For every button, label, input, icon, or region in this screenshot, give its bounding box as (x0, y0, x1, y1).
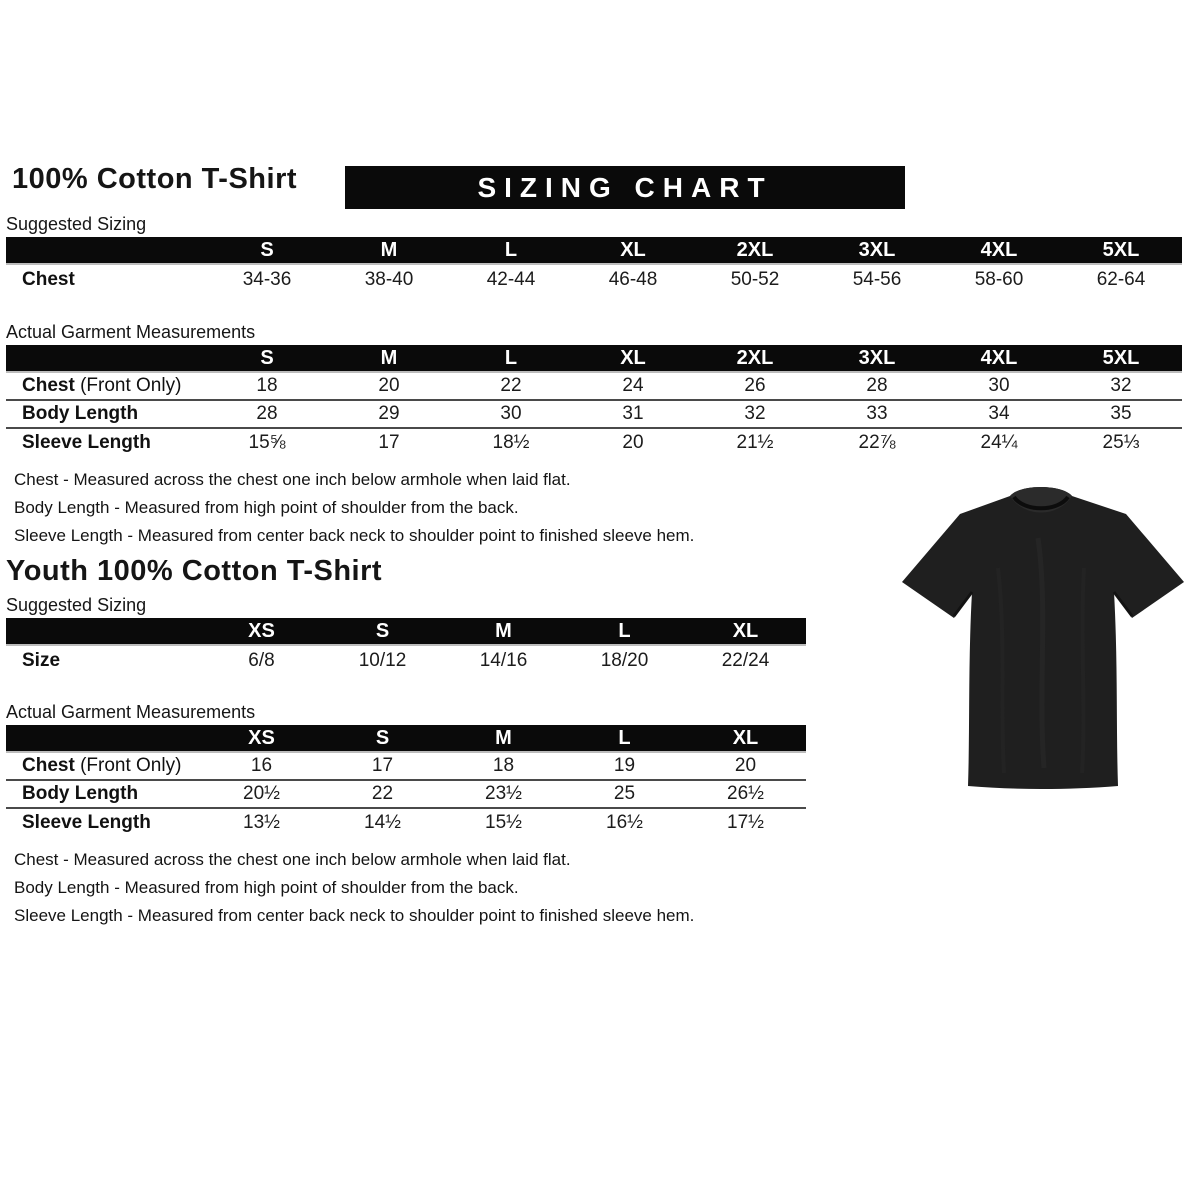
row-label-text: Body Length (22, 783, 139, 804)
measurement-cell: 58-60 (974, 269, 1024, 290)
measurement-cell: 13½ (201, 808, 322, 836)
measurement-cell: 15⅝ (206, 428, 328, 456)
size-column-header: XL (685, 618, 806, 645)
adult-actual-measurements-label: Actual Garment Measurements (6, 322, 256, 342)
size-column-header: S (322, 618, 443, 645)
measurement-cell: 26 (744, 375, 766, 396)
measurement-cell: 42-44 (486, 269, 536, 290)
row-label-text: Chest (22, 755, 75, 776)
measurement-cell: 20½ (201, 780, 322, 808)
measurement-cell: 20 (378, 375, 400, 396)
youth-suggested-sizing-table (6, 618, 806, 676)
measurement-cell: 24 (622, 375, 644, 396)
size-column-header: L (564, 725, 685, 752)
sizing-chart-banner-label: SIZING CHART (477, 171, 773, 203)
table-row (6, 400, 1182, 428)
row-label (6, 264, 206, 295)
row-label (6, 752, 201, 780)
row-label-text: Size (22, 650, 61, 671)
measurement-cell: 54-56 (852, 269, 902, 290)
measurement-cell: 18 (256, 375, 278, 396)
row-label-text: Sleeve Length (22, 431, 151, 453)
measurement-cell: 20 (734, 755, 757, 776)
size-column-header: L (450, 345, 572, 372)
tshirt-product-image (888, 478, 1195, 810)
table-header-row (6, 725, 806, 752)
youth-actual-measurements-table (6, 725, 806, 836)
measurement-cell: 29 (328, 400, 450, 428)
size-column-header: M (328, 237, 450, 264)
measurement-cell: 15½ (443, 808, 564, 836)
table-row (6, 372, 1182, 400)
corner-cell (6, 618, 201, 645)
row-label-text: Chest (22, 269, 75, 290)
measurement-cell: 28 (206, 400, 328, 428)
row-label-text: Chest (22, 375, 75, 396)
measurement-cell: 23½ (443, 780, 564, 808)
measurement-cell: 38-40 (364, 269, 414, 290)
measurement-cell: 25 (564, 780, 685, 808)
measurement-cell: 34 (938, 400, 1060, 428)
size-column-header: XS (201, 618, 322, 645)
size-column-header: 3XL (816, 237, 938, 264)
row-label (6, 645, 201, 676)
size-column-header: S (206, 237, 328, 264)
table-row (6, 264, 1182, 295)
measurement-cell: 10/12 (358, 650, 407, 671)
size-column-header: 2XL (694, 237, 816, 264)
size-column-header: M (443, 618, 564, 645)
measurement-cell: 62-64 (1096, 269, 1146, 290)
measurement-cell: 25⅓ (1060, 428, 1182, 456)
table-row (6, 752, 806, 780)
note-sleeve-length: Sleeve Length - Measured from center back neck to shoulder point to finished sleeve hem. (14, 906, 695, 925)
row-label (6, 400, 206, 428)
corner-cell (6, 725, 201, 752)
corner-cell (6, 237, 206, 264)
measurement-cell: 32 (694, 400, 816, 428)
size-column-header: 5XL (1060, 345, 1182, 372)
measurement-cell: 16 (250, 755, 273, 776)
table-row (6, 428, 1182, 456)
measurement-cell: 22⅞ (816, 428, 938, 456)
table-header-row (6, 345, 1182, 372)
size-column-header: M (443, 725, 564, 752)
row-label-text: Sleeve Length (22, 811, 151, 833)
measurement-cell: 31 (572, 400, 694, 428)
size-column-header: 5XL (1060, 237, 1182, 264)
adult-actual-measurements-table (6, 345, 1182, 456)
table-row (6, 645, 806, 676)
measurement-cell: 32 (1110, 375, 1132, 396)
size-column-header: S (206, 345, 328, 372)
size-column-header: M (328, 345, 450, 372)
youth-actual-measurements-label: Actual Garment Measurements (6, 702, 256, 722)
measurement-cell: 28 (866, 375, 888, 396)
youth-measurement-notes (14, 850, 1200, 926)
youth-section-title: Youth 100% Cotton T-Shirt (6, 555, 383, 587)
adult-suggested-sizing-label: Suggested Sizing (6, 214, 147, 234)
note-sleeve-length: Sleeve Length - Measured from center back neck to shoulder point to finished sleeve hem. (14, 526, 695, 545)
row-label (6, 372, 206, 400)
measurement-cell: 20 (572, 428, 694, 456)
row-label (6, 780, 201, 808)
row-label (6, 428, 206, 456)
size-column-header: L (450, 237, 572, 264)
header-row (0, 163, 1200, 210)
measurement-cell: 14/16 (479, 650, 528, 671)
table-header-row (6, 237, 1182, 264)
measurement-cell: 6/8 (248, 650, 275, 671)
measurement-cell: 50-52 (730, 269, 780, 290)
measurement-cell: 18½ (450, 428, 572, 456)
row-label-text: Body Length (22, 403, 139, 424)
page-title: 100% Cotton T-Shirt (12, 163, 298, 195)
row-label (6, 808, 201, 836)
note-chest: Chest - Measured across the chest one inch below armhole when laid flat. (14, 470, 571, 489)
size-column-header: 4XL (938, 237, 1060, 264)
note-chest: Chest - Measured across the chest one inch below armhole when laid flat. (14, 850, 571, 869)
sizing-chart-banner (345, 166, 905, 209)
measurement-cell: 17½ (685, 808, 806, 836)
measurement-cell: 18 (492, 755, 515, 776)
measurement-cell: 14½ (322, 808, 443, 836)
table-row (6, 808, 806, 836)
measurement-cell: 34-36 (242, 269, 292, 290)
measurement-cell: 30 (988, 375, 1010, 396)
measurement-cell: 17 (371, 755, 394, 776)
size-column-header: XL (572, 345, 694, 372)
size-column-header: XL (685, 725, 806, 752)
corner-cell (6, 345, 206, 372)
size-column-header: 2XL (694, 345, 816, 372)
measurement-cell: 30 (450, 400, 572, 428)
measurement-cell: 35 (1060, 400, 1182, 428)
row-label-suffix: (Front Only) (74, 755, 182, 776)
measurement-cell: 46-48 (608, 269, 658, 290)
size-column-header: 3XL (816, 345, 938, 372)
measurement-cell: 26½ (685, 780, 806, 808)
youth-suggested-sizing-label: Suggested Sizing (6, 595, 147, 615)
measurement-cell: 19 (613, 755, 636, 776)
measurement-cell: 22 (500, 375, 522, 396)
measurement-cell: 22 (322, 780, 443, 808)
measurement-cell: 17 (328, 428, 450, 456)
note-body-length: Body Length - Measured from high point of shoulder from the back. (14, 878, 519, 897)
table-header-row (6, 618, 806, 645)
size-column-header: L (564, 618, 685, 645)
measurement-cell: 21½ (694, 428, 816, 456)
measurement-cell: 16½ (564, 808, 685, 836)
measurement-cell: 22/24 (721, 650, 770, 671)
measurement-cell: 33 (816, 400, 938, 428)
row-label-suffix: (Front Only) (74, 375, 182, 396)
adult-suggested-sizing-table (6, 237, 1182, 295)
table-row (6, 780, 806, 808)
black-tshirt-icon (888, 478, 1195, 810)
note-body-length: Body Length - Measured from high point of shoulder from the back. (14, 498, 519, 517)
size-column-header: 4XL (938, 345, 1060, 372)
size-column-header: S (322, 725, 443, 752)
size-column-header: XS (201, 725, 322, 752)
measurement-cell: 24¼ (938, 428, 1060, 456)
size-column-header: XL (572, 237, 694, 264)
measurement-cell: 18/20 (600, 650, 649, 671)
